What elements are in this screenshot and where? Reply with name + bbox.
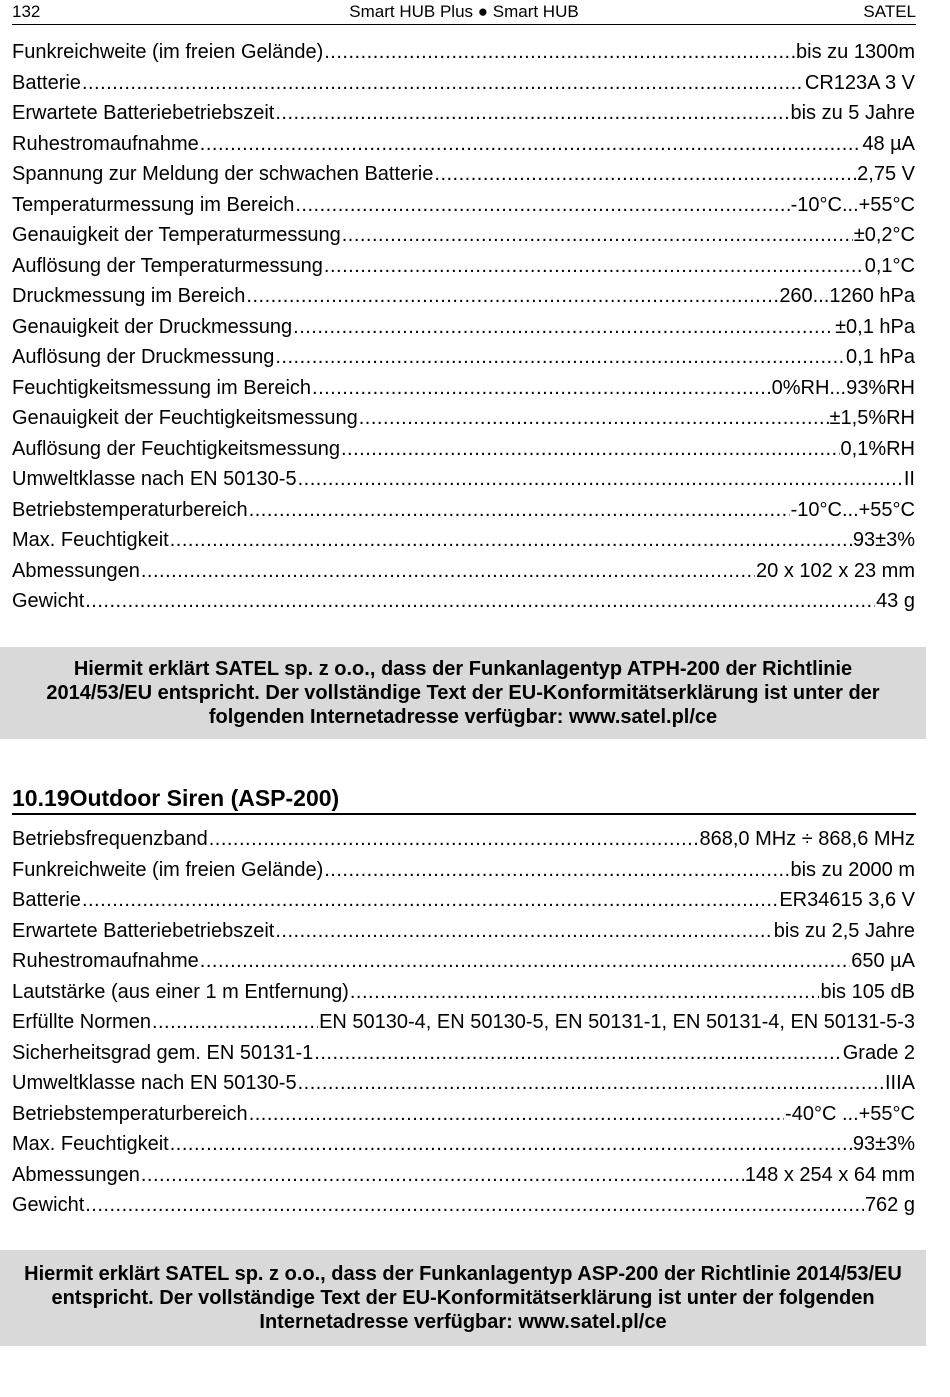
dot-leader bbox=[275, 98, 789, 129]
spec-label: Genauigkeit der Druckmessung bbox=[12, 315, 293, 338]
spec-row bbox=[12, 1129, 915, 1160]
dot-leader bbox=[200, 129, 862, 160]
spec-row bbox=[12, 824, 915, 855]
spec-row bbox=[12, 946, 915, 977]
spec-row bbox=[12, 403, 915, 434]
spec-value: bis 105 dB bbox=[820, 980, 915, 1003]
spec-row bbox=[12, 916, 915, 947]
spec-value: CR123A 3 V bbox=[804, 71, 915, 94]
dot-leader bbox=[249, 1099, 784, 1130]
spec-value: 0,1°C bbox=[864, 254, 915, 277]
section-title: Outdoor Siren (ASP-200) bbox=[69, 785, 340, 811]
spec-row bbox=[12, 159, 915, 190]
dot-leader bbox=[350, 977, 820, 1008]
dot-leader bbox=[275, 342, 845, 373]
spec-row bbox=[12, 220, 915, 251]
spec-row bbox=[12, 885, 915, 916]
spec-value: 2,75 V bbox=[857, 163, 915, 185]
section-number: 10.19 bbox=[12, 785, 70, 811]
dot-leader bbox=[82, 68, 804, 99]
spec-value: bis zu 1300m bbox=[796, 41, 915, 63]
spec-value: ±0,2°C bbox=[853, 224, 915, 246]
spec-row bbox=[12, 525, 915, 556]
spec-row bbox=[12, 129, 915, 160]
spec-label: Abmessungen bbox=[12, 1163, 140, 1186]
spec-label: Temperaturmessung im Bereich bbox=[12, 193, 295, 216]
dot-leader bbox=[200, 946, 850, 977]
spec-label: Batterie bbox=[12, 71, 81, 94]
spec-value: 93±3% bbox=[852, 1133, 915, 1155]
spec-label: Erwartete Batteriebetriebszeit bbox=[12, 102, 275, 124]
spec-value: ER34615 3,6 V bbox=[779, 889, 915, 911]
spec-label: Lautstärke (aus einer 1 m Entfernung) bbox=[12, 980, 349, 1003]
spec-row bbox=[12, 37, 915, 68]
spec-label: Funkreichweite (im freien Gelände) bbox=[12, 41, 324, 63]
dot-leader bbox=[246, 281, 778, 312]
dot-leader bbox=[298, 1068, 884, 1099]
spec-row bbox=[12, 1007, 915, 1038]
spec-value: 650 µA bbox=[851, 950, 915, 972]
spec-label: Erfüllte Normen bbox=[12, 1011, 151, 1033]
spec-row bbox=[12, 251, 915, 282]
spec-row bbox=[12, 373, 915, 404]
spec-value: bis zu 2000 m bbox=[790, 858, 915, 881]
spec-label: Sicherheitsgrad gem. EN 50131-1 bbox=[12, 1041, 314, 1064]
spec-row bbox=[12, 586, 915, 617]
spec-value: 0,1 hPa bbox=[846, 346, 915, 368]
spec-label: Max. Feuchtigkeit bbox=[12, 1133, 169, 1155]
dot-leader bbox=[141, 556, 755, 587]
dot-leader bbox=[359, 403, 829, 434]
dot-leader bbox=[249, 495, 790, 526]
spec-label: Genauigkeit der Feuchtigkeitsmessung bbox=[12, 407, 358, 429]
spec-row bbox=[12, 556, 915, 587]
conformity-notice-text: Hiermit erklärt SATEL sp. z o.o., dass der Funkanlagentyp ASP-200 der Richtlinie 2014/53/EU entspricht. Der vollständige Text der EU-Konformitätserklärung ist unter der folgenden Internetadresse verfügbar: www.satel.pl/ce bbox=[24, 1263, 902, 1333]
spec-label: Betriebstemperaturbereich bbox=[12, 1102, 248, 1125]
dot-leader bbox=[342, 220, 853, 251]
spec-value: -10°C...+55°C bbox=[790, 193, 915, 216]
spec-list-atph-200 bbox=[12, 37, 915, 617]
spec-value: 260...1260 hPa bbox=[779, 285, 915, 307]
spec-value: bis zu 2,5 Jahre bbox=[773, 919, 915, 942]
conformity-notice-text: Hiermit erklärt SATEL sp. z o.o., dass der Funkanlagentyp ATPH-200 der Richtlinie 2014/53/EU entspricht. Der vollständige Text der EU-Konformitätserklärung ist unter der folgenden Internetadresse verfügbar: www.satel.pl/ce bbox=[46, 658, 880, 728]
spec-value: EN 50130-4, EN 50130-5, EN 50131-1, EN 50131-4, EN 50131-5-3 bbox=[319, 1011, 915, 1033]
spec-row bbox=[12, 855, 915, 886]
dot-leader bbox=[275, 916, 772, 947]
dot-leader bbox=[82, 885, 778, 916]
section-heading bbox=[12, 781, 916, 815]
spec-row bbox=[12, 342, 915, 373]
dot-leader bbox=[209, 824, 699, 855]
spec-value: 762 g bbox=[864, 1194, 915, 1216]
spec-value: Grade 2 bbox=[842, 1041, 915, 1064]
dot-leader bbox=[85, 1190, 864, 1221]
spec-row bbox=[12, 281, 915, 312]
dot-leader bbox=[341, 434, 840, 465]
dot-leader bbox=[152, 1007, 318, 1038]
spec-value: 148 x 254 x 64 mm bbox=[744, 1163, 915, 1186]
dot-leader bbox=[324, 37, 795, 68]
spec-value: ±1,5%RH bbox=[829, 407, 915, 429]
spec-label: Batterie bbox=[12, 889, 81, 911]
spec-list-asp-200 bbox=[12, 824, 915, 1221]
spec-row bbox=[12, 1068, 915, 1099]
page-header bbox=[12, 0, 916, 25]
dot-leader bbox=[170, 525, 852, 556]
dot-leader bbox=[141, 1160, 744, 1191]
spec-row bbox=[12, 98, 915, 129]
spec-value: 0%RH...93%RH bbox=[771, 376, 915, 399]
spec-value: II bbox=[903, 468, 915, 490]
spec-value: ±0,1 hPa bbox=[835, 315, 915, 338]
spec-row bbox=[12, 312, 915, 343]
conformity-notice-asp-200 bbox=[0, 1250, 926, 1346]
spec-value: bis zu 5 Jahre bbox=[790, 102, 915, 124]
spec-row bbox=[12, 495, 915, 526]
spec-value: 0,1%RH bbox=[840, 437, 915, 460]
spec-label: Ruhestromaufnahme bbox=[12, 950, 199, 972]
spec-row bbox=[12, 1160, 915, 1191]
spec-label: Gewicht bbox=[12, 1194, 85, 1216]
spec-label: Gewicht bbox=[12, 590, 85, 612]
spec-row bbox=[12, 68, 915, 99]
spec-label: Max. Feuchtigkeit bbox=[12, 529, 169, 551]
spec-value: 43 g bbox=[876, 590, 915, 612]
spec-row bbox=[12, 977, 915, 1008]
spec-value: -10°C...+55°C bbox=[790, 498, 915, 521]
spec-label: Feuchtigkeitsmessung im Bereich bbox=[12, 376, 312, 399]
spec-label: Druckmessung im Bereich bbox=[12, 285, 246, 307]
spec-row bbox=[12, 1190, 915, 1221]
dot-leader bbox=[293, 312, 834, 343]
spec-value: 868,0 MHz ÷ 868,6 MHz bbox=[699, 828, 915, 850]
spec-label: Betriebstemperaturbereich bbox=[12, 498, 248, 521]
document-title: Smart HUB Plus ● Smart HUB bbox=[349, 2, 579, 21]
dot-leader bbox=[295, 190, 789, 221]
spec-label: Auflösung der Druckmessung bbox=[12, 346, 275, 368]
spec-value: IIIA bbox=[884, 1072, 915, 1094]
dot-leader bbox=[434, 159, 856, 190]
spec-label: Umweltklasse nach EN 50130-5 bbox=[12, 468, 297, 490]
spec-value: 48 µA bbox=[862, 132, 915, 155]
dot-leader bbox=[314, 1038, 841, 1069]
spec-label: Auflösung der Temperaturmessung bbox=[12, 254, 323, 277]
dot-leader bbox=[324, 251, 864, 282]
spec-value: -40°C ...+55°C bbox=[785, 1102, 915, 1125]
spec-label: Abmessungen bbox=[12, 559, 140, 582]
brand-name: SATEL bbox=[863, 2, 916, 21]
spec-label: Betriebsfrequenzband bbox=[12, 828, 208, 850]
conformity-notice-atph-200 bbox=[0, 647, 926, 739]
spec-label: Ruhestromaufnahme bbox=[12, 132, 199, 155]
spec-label: Erwartete Batteriebetriebszeit bbox=[12, 919, 275, 942]
spec-value: 20 x 102 x 23 mm bbox=[756, 559, 915, 582]
dot-leader bbox=[85, 586, 875, 617]
spec-label: Funkreichweite (im freien Gelände) bbox=[12, 858, 324, 881]
spec-label: Umweltklasse nach EN 50130-5 bbox=[12, 1072, 297, 1094]
spec-row bbox=[12, 1038, 915, 1069]
spec-row bbox=[12, 464, 915, 495]
dot-leader bbox=[324, 855, 789, 886]
spec-row bbox=[12, 434, 915, 465]
spec-label: Genauigkeit der Temperaturmessung bbox=[12, 224, 341, 246]
dot-leader bbox=[170, 1129, 852, 1160]
dot-leader bbox=[312, 373, 771, 404]
spec-label: Spannung zur Meldung der schwachen Batterie bbox=[12, 163, 434, 185]
spec-row bbox=[12, 1099, 915, 1130]
spec-value: 93±3% bbox=[852, 529, 915, 551]
spec-label: Auflösung der Feuchtigkeitsmessung bbox=[12, 437, 340, 460]
dot-leader bbox=[298, 464, 903, 495]
spec-row bbox=[12, 190, 915, 221]
page-number: 132 bbox=[12, 2, 41, 21]
